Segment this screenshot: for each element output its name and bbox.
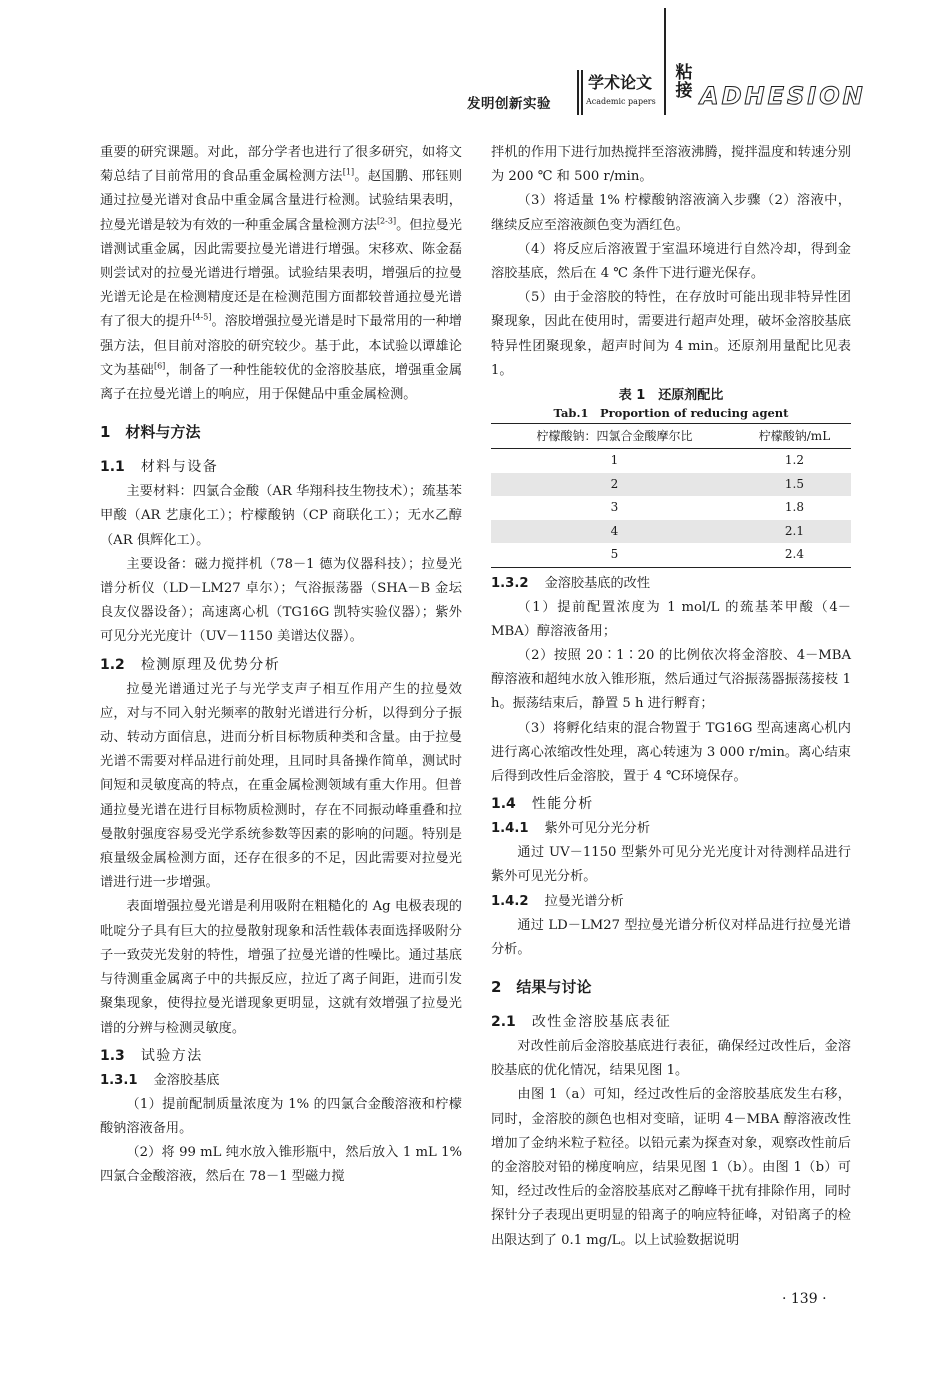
category-label-en: Academic papers	[586, 97, 656, 106]
section-heading-1-4-1: 1.4.1 紫外可见分光分析	[491, 821, 651, 837]
method-step-2-cont: 拌机的作用下进行加热搅拌至溶液沸腾，搅拌温度和转速分别为 200 ℃ 和 500 r/min。	[491, 145, 851, 185]
section-heading-2: 2 结果与讨论	[491, 977, 592, 996]
table-row: 3 1.8	[610, 500, 805, 515]
characterization-paragraph-1: 对改性前后金溶胶基底进行表征，确保经过改性后，金溶胶基底的优化情况，结果见图 1。	[491, 1038, 851, 1079]
method-step-2: （2）将 99 mL 纯水放入锥形瓶中，然后放入 1 mL 1% 四氯合金酸溶液，然后在 78－1 型磁力搅	[100, 1145, 462, 1185]
method-step-4: （4）将反应后溶液置于室温环境进行自然冷却，得到金溶胶基底，然后在 4 ℃ 条件下进行避光保存。	[491, 241, 851, 282]
citation-4-5[interactable]: [4-5]	[192, 313, 212, 323]
table-title-en: Tab.1 Proportion of reducing agent	[553, 406, 789, 421]
page-number: · 139 ·	[782, 1291, 827, 1307]
section-heading-1-4-2: 1.4.2 拉曼光谱分析	[491, 893, 624, 909]
journal-name-en: ADHESION	[700, 82, 866, 110]
header-divider-left	[577, 70, 579, 115]
category-label: 学术论文	[588, 73, 653, 92]
method-step-5: （5）由于金溶胶的特性，在存放时可能出现非特异性团聚现象，因此在使用时，需要进行超声处理，破坏金溶胶基底特异性团聚现象，超声时间为 4 min。还原剂用量配比见表 1。	[491, 290, 851, 378]
modification-step-1: （1）提前配置浓度为 1 mol/L 的巯基苯甲酸（4－MBA）醇溶液备用；	[491, 599, 851, 639]
section-heading-1: 1 材料与方法	[100, 423, 201, 442]
table-header-ratio: 柠檬酸钠：四氯合金酸摩尔比	[491, 424, 738, 449]
table-row: 2 1.5	[491, 473, 851, 497]
right-column	[491, 141, 851, 1253]
equipment-paragraph: 主要设备：磁力搅拌机（78－1 德为仪器科技）；拉曼光谱分析仪（LD－LM27 卓尔）；气浴振荡器（SHA－B 金坛良友仪器设备）；高速离心机（TG16G 凯特实验仪器）；紫外可见分光光度计（UV－1150 美谱达仪器）。	[100, 556, 462, 645]
section-heading-1-4: 1.4 性能分析	[491, 796, 594, 813]
page-header	[0, 0, 950, 115]
citation-1[interactable]: [1]	[342, 167, 355, 177]
citation-6[interactable]: [6]	[153, 361, 166, 371]
characterization-paragraph-2: 由图 1（a）可知，经过改性后的金溶胶基底发生右移，同时，金溶胶的颜色也相对变暗，证明 4－MBA 醇溶液改性增加了金纳米粒子粒径。以铅元素为探查对象，观察改性前后的金溶胶对铅的梯度响应，结果见图 1（b）。由图 1（b）可知，经过改性后的金溶胶基底对乙醇峰干扰有排除作用，同时探针分子表现出更明显的铅离子的响应特征峰，对铅离子的检出限达到了 0.1 mg/L。以上试验数据说明	[491, 1087, 851, 1248]
raman-paragraph: 通过 LD－LM27 型拉曼光谱分析仪对样品进行拉曼光谱分析。	[491, 917, 851, 957]
reducing-agent-table	[491, 423, 851, 568]
citation-2-3[interactable]: [2-3]	[376, 216, 397, 226]
section-heading-1-3: 1.3 试验方法	[100, 1047, 203, 1064]
intro-paragraph: 重要的研究课题。对此，部分学者也进行了很多研究，如将文菊总结了目前常用的食品重金属检测方法[1]。赵国鹏、邢钰则通过拉曼光谱对食品中重金属含量进行检测。试验结果表明，拉曼光谱是较为有效的一种重金属含量检测方法[2-3]。但拉曼光谱测试重金属，因此需要拉曼光谱进行增强。宋移欢、陈金磊则尝试对的拉曼光谱进行增强。试验结果表明，增强后的拉曼光谱无论是在检测精度还是在检测范围方面都较普通拉曼光谱有了很大的提升[4-5]。溶胶增强拉曼光谱是时下最常用的一种增强方法，但目前对溶胶的研究较少。基于此，本试验以谭雄论文为基础[6]，制备了一种性能较优的金溶胶基底，增强重金属离子在拉曼光谱上的响应，用于保健品中重金属检测。	[100, 145, 463, 403]
section-heading-1-3-1: 1.3.1 金溶胶基底	[100, 1072, 220, 1088]
table-row: 5 2.4	[491, 543, 851, 567]
section-heading-1-2: 1.2 检测原理及优势分析	[100, 656, 281, 673]
modification-step-2: （2）按照 20∶1∶20 的比例依次将金溶胶、4－MBA 醇溶液和超纯水放入锥形瓶，然后通过气浴振荡器振荡接枝 1 h。振荡结束后，静置 5 h 进行孵育；	[491, 647, 851, 712]
modification-step-3: （3）将孵化结束的混合物置于 TG16G 型高速离心机内进行离心浓缩改性处理，离心转速为 3 000 r/min。离心结束后得到改性后金溶胶，置于 4 ℃环境保存。	[491, 720, 851, 784]
header-divider-right	[664, 8, 666, 115]
journal-name-cn: 粘接	[675, 63, 693, 101]
uv-paragraph: 通过 UV－1150 型紫外可见分光光度计对待测样品进行紫外可见光分析。	[491, 845, 851, 885]
materials-paragraph: 主要材料：四氯合金酸（AR 华翔科技生物技术）；巯基苯甲酸（AR 艺康化工）；柠檬酸钠（CP 商联化工）；无水乙醇（AR 俱辉化工）。	[100, 484, 462, 548]
table-header-volume: 柠檬酸钠/mL	[738, 424, 851, 449]
table-row: 1 1.2	[610, 453, 805, 468]
table-title: 表 1 还原剂配比	[618, 388, 724, 404]
left-column	[100, 141, 462, 1190]
method-step-3: （3）将适量 1% 柠檬酸钠溶液滴入步骤（2）溶液中，继续反应至溶液颜色变为酒红色。	[491, 193, 851, 233]
principle-paragraph-1: 拉曼光谱通过光子与光学支声子相互作用产生的拉曼效应，对与不同入射光频率的散射光谱进行分析，以得到分子振动、转动方面信息，进而分析目标物质种类和含量。由于拉曼光谱不需要对样品进行前处理，且同时具备操作简单，测试时间短和灵敏度高的特点，在重金属检测领域有重大作用。但普通拉曼光谱在进行目标物质检测时，存在不同振动峰重叠和拉曼散射强度容易受光学系统参数等因素的影响的问题。特别是痕量级金属检测方面，还存在很多的不足，因此需要对拉曼光谱进行进一步增强。	[100, 681, 462, 891]
method-step-1: （1）提前配制质量浓度为 1% 的四氯合金酸溶液和柠檬酸钠溶液备用。	[100, 1096, 462, 1136]
section-heading-1-3-2: 1.3.2 金溶胶基底的改性	[491, 575, 651, 591]
table-row: 4 2.1	[491, 520, 851, 544]
section-label: 发明创新实验	[467, 96, 551, 112]
section-heading-2-1: 2.1 改性金溶胶基底表征	[491, 1013, 672, 1030]
section-heading-1-1: 1.1 材料与设备	[100, 459, 219, 476]
principle-paragraph-2: 表面增强拉曼光谱是利用吸附在粗糙化的 Ag 电极表现的吡啶分子具有巨大的拉曼散射现象和活性载体表面选择吸附分子一致荧光发射的特性，增强了拉曼光谱的性噪比。通过基底与待测重金属离子中的共振反应，拉近了离子间距，进而引发聚集现象，使得拉曼光谱现象更明显，这就有效增强了拉曼光谱的分辨与检测灵敏度。	[100, 899, 462, 1036]
header-divider-left-inner	[581, 70, 583, 115]
